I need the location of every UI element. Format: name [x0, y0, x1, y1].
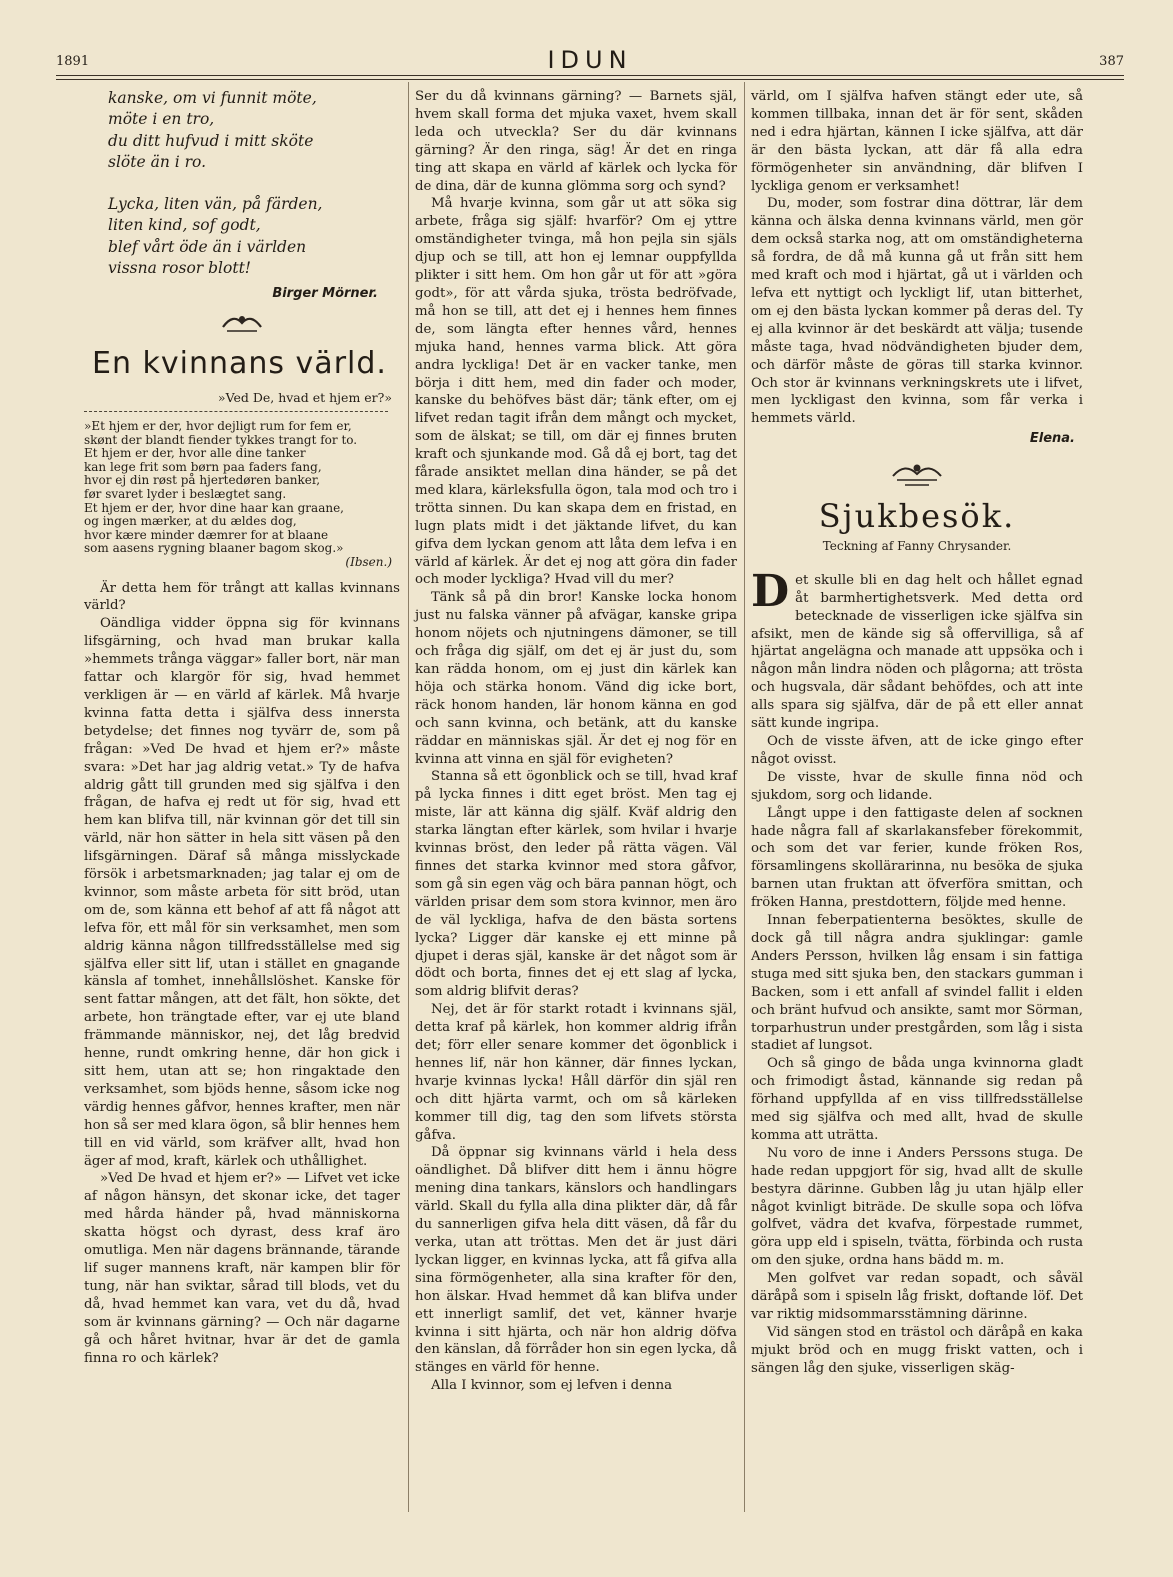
quote-line: og ingen mærker, at du ældes dog,	[84, 514, 297, 529]
poem	[108, 88, 400, 279]
paragraph-text: et skulle bli en dag helt och hållet egnad åt barmhertighetsverk. Med detta ord betecknade de visserligen icke själfva sin afsikt, men de kände sig så offervilliga, så af hjärtat angelägna och manade att uppsöka och i någon mån lindra nöden och plågorna; att trösta och hugsvala, där sådant behöfdes, och att inte alls spara sig själfva, där de på ett eller annat sätt kunde ingripa.	[751, 572, 1083, 732]
article-title: Sjukbesök.	[818, 497, 1016, 536]
column-1	[84, 88, 400, 1367]
paragraph: Långt uppe i den fattigaste delen af socknen hade några fall af skarlakansfeber förekommit, och som det var ferier, kunde fröken Ros, församlingens skollärarinna, nu besöka de sjuka barnen utan fruktan att öfverföra smittan, och fröken Hanna, prestdottern, följde med henne.	[751, 805, 1083, 911]
header-rule	[56, 79, 1124, 80]
column-divider	[744, 82, 745, 1512]
paragraph: Må hvarje kvinna, som går ut att söka sig arbete, fråga sig själf: hvarför? Om ej yttre omständigheter tvinga, må hon pejla sin själs djup och se till, att hon ej lemnar ouppfyllda plikter i sitt hem. Om hon går ut för att »göra godt», för att vårda sjuka, trösta bedröfvade, må hon se till, att det ej i hennes hem finnes de, som längta efter hennes vård, hennes mjuka hand, hennes varma blick. Att göra andra lyckliga! Det är en vacker tanke, men börja i ditt hem, med din fader och moder, kanske du behöfves bäst där; tänk efter, om ej lifvet redan tagit ifrån dem mångt och mycket, som de älskat; se till, om där ej finnes bruten kraft och sjunkande mod. Gå då ej bort, tag det fårade ansiktet mellan dina händer, se på det med klara, kärleksfulla ögon, tala mod och tro i trötta sinnen. Du kan skapa dem en fristad, en lugn plats midt i det jäktande lifvet, du kan gifva dem lyckan genom att låta dem lefva i en värld af kärlek. Är det ej nog att göra din fader och moder lyckliga? Hvad vill du mer?	[415, 196, 737, 588]
paragraph: Du, moder, som fostrar dina döttrar, lär dem känna och älska denna kvinnans värld, men gör dem också starka nog, att om omständigheterna så fordra, de då må kunna gå ut från sitt hem med kraft och mod i hjärtat, gå ut i världen och lefva ett nyttigt och lyckligt lif, utan bitterhet, om ej den bästa lyckan kommer på deras del. Ty ej alla kvinnor är det beskärdt att välja; tusende måste taga, hvad nödvändigheten bjuder dem, och därför måste de göras till starka kvinnor. Och stor är kvinnans verkningskrets ute i lifvet, men lyckligast den kvinna, som får verka i hemmets värld.	[751, 196, 1083, 427]
ornament-icon	[751, 458, 1083, 498]
article-signature: Elena.	[1029, 431, 1075, 447]
paragraph: Stanna så ett ögonblick och se till, hvad kraf på lycka finnes i ditt eget bröst. Men tag ej miste, lär att känna dig själf. Kväf aldrig den starka längtan efter kärlek, som hvilar i hvarje kvinnas bröst, den leder på rätta vägen. Väl finnes det starka kvinnor med stora gåfvor, som gå sin egen väg och bära pannan högt, och världen prisar dem som stora kvinnor, men äro de väl lyckliga, hafva de den bästa sortens lycka? Ligger där kanske ej ett minne på djupet i deras själ, kanske är det något som är dödt och borta, finnes det ej ett slag af lycka, som aldrig blifvit deras?	[415, 769, 737, 1000]
column-2	[415, 88, 737, 1395]
column-3	[751, 88, 1083, 1378]
paragraph: De visste, hvar de skulle finna nöd och sjukdom, sorg och lidande.	[751, 769, 1083, 803]
quote-line: som aasens rygning blaaner bagom skog.»	[84, 541, 344, 556]
quote-line: »Et hjem er der, hvor dejligt rum for fem er,	[84, 419, 352, 433]
quote-line: kan lege frit som børn paa faders fang,	[84, 459, 322, 474]
poem-line: liten kind, sof godt,	[108, 216, 261, 235]
paragraph: Men golfvet var redan sopadt, och såväl däråpå som i spiseln låg friskt, doftande löf. Det var riktig midsommarsstämning därinne.	[751, 1271, 1083, 1322]
epigraph: »Ved De, hvad et hjem er?»	[217, 390, 392, 406]
paragraph: Och de visste äfven, att de icke gingo efter något ovisst.	[751, 734, 1083, 767]
paragraph: Då öppnar sig kvinnans värld i hela dess oändlighet. Då blifver ditt hem i ännu högre mening dina tankars, känslors och handlingars värld. Skall du fylla alla dina plikter där, då får du sannerligen gifva hela ditt väsen, då får du verka, utan att tröttas. Men det är just däri lyckan ligger, en kvinnas lycka, att få gifva alla sina förmögenheter, alla sina krafter för den, hon älskar. Hvad hemmet då kan blifva under ett innerligt samlif, det vet, känner hvarje kvinna i sitt hjärta, och när hon aldrig döfva den känslan, då förråder hon sin egen lycka, då stänges en värld för henne.	[415, 1145, 737, 1376]
quote-line: Et hjem er der, hvor dine haar kan graane,	[84, 500, 344, 515]
paragraph: Är detta hem för trångt att kallas kvinnans värld?	[84, 580, 400, 614]
poem-stanza	[108, 88, 400, 173]
poem-line: Lycka, liten vän, på färden,	[108, 195, 323, 214]
ibsen-quote	[84, 420, 400, 570]
poem-line: kanske, om vi funnit möte,	[108, 89, 317, 107]
paragraph: Nej, det är för starkt rotadt i kvinnans själ, detta kraf på kärlek, hon kommer aldrig ifrån det; förr eller senare kommer det ögonblick i hennes lif, när hon känner, där finnes lyckan, hvarje kvinnas lycka! Håll därför din själ ren och ditt hjärta varmt, och om så kärleken kommer till dig, tag den som lifvets största gåfva.	[415, 1002, 737, 1143]
column-divider	[408, 82, 409, 1512]
page-header	[56, 48, 1124, 72]
ornament-icon	[84, 309, 400, 341]
paragraph: Och så gingo de båda unga kvinnorna gladt och frimodigt åstad, kännande sig redan på förhand uppfyllda af en viss tillfredsställelse med sig själfva och med allt, hvad de skulle komma att uträtta.	[751, 1056, 1083, 1143]
poem-line: möte i en tro,	[108, 110, 215, 129]
paragraph: värld, om I själfva hafven stängt eder ute, så kommen tillbaka, innan det är för sent, skåden ned i edra hjärtan, kännen I icke själfva, att där är den bästa lyckan, att där få alla edra förmögenheter sin användning, där blifven I lyckliga genom er verksamhet!	[751, 89, 1083, 194]
paragraph: Nu voro de inne i Anders Perssons stuga. De hade redan uppgjort för sig, hvad allt de skulle bestyra därinne. Gubben låg ju utan hjälp eller något kvinligt biträde. De skulle sopa och löfva golfvet, vädra det kvafva, förpestade rummet, göra upp eld i spiseln, tvätta, förbinda och rusta om den sjuke, ordna hans bädd m. m.	[751, 1145, 1083, 1269]
quote-line: før svaret lyder i beslægtet sang.	[84, 486, 287, 501]
article-title: En kvinnans värld.	[92, 346, 387, 382]
page-year: 1891	[56, 54, 90, 69]
quote-line: skønt der blandt fiender tykkes trangt for to.	[84, 432, 358, 447]
quote-line: hvor kære minder dæmrer for at blaane	[84, 527, 329, 542]
poem-line: vissna rosor blott!	[108, 259, 252, 278]
paragraph: Oändliga vidder öppna sig för kvinnans lifsgärning, och hvad man brukar kalla »hemmets trånga väggar» faller bort, när man fattar och klargör för sig, hvad hemmet verkligen är — en värld af kärlek. Må hvarje kvinna fatta detta i själfva dess innersta betydelse; det finnes nog tyvärr de, som på frågan: »Ved De hvad et hjem er?» måste svara: »Det har jag aldrig vetat.» Ty de hafva aldrig gått till grunden med sig själfva i den frågan, de hafva ej redt ut för sig, hvad ett hem kan blifva till, när kvinnan gör det till sin värld, när hon sätter in hela sitt väsen på den lifsgärningen. Däraf så många misslyckade försök i arbetsmarknaden; jag talar ej om de kvinnor, som måste arbeta för sitt bröd, utan om de, som känna ett behof af att få något att lefva för, ett mål för sin verksamhet, men som aldrig känna någon tillfredsställelse med sig själfva eller sitt lif, utan i stället en gnagande känsla af tomhet, innehållslöshet. Kanske för sent fattar mången, att det fält, hon sökte, det arbete, hon trängtade efter, var ej ute bland främmande människor, nej, det låg bredvid henne, rundt omkring henne, där hon gick i sitt hem, utan att se; hon ringaktade den verksamhet, som bjöds henne, såsom icke nog värdig hennes gåfvor, hennes krafter, men när hon så ser med klara ögon, så blir hennes hem till en vid värld, som kräfver allt, hvad hon äger af mod, kraft, kärlek och uthållighet.	[84, 616, 400, 1169]
poem-author: Birger Mörner.	[272, 286, 378, 302]
masthead: IDUN	[547, 46, 633, 74]
quote-line: Et hjem er der, hvor alle dine tanker	[84, 446, 306, 461]
page-number: 387	[1099, 54, 1124, 69]
paragraph: Innan feberpatienterna besöktes, skulle de dock gå till några andra sjuklingar: gamle Anders Persson, hvilken låg ensam i sin fattiga stuga med sitt sjuka ben, den stackars gumman i Backen, som i ett anfall af svindel fallit i elden och bränt hufvud och ansikte, samt mor Sörman, torparhustrun under prestgården, som låg i sista stadiet af lungsot.	[751, 913, 1083, 1054]
header-rule	[56, 75, 1124, 76]
paragraph: Alla I kvinnor, som ej lefven i denna	[431, 1378, 673, 1394]
paragraph: Ser du då kvinnans gärning? — Barnets själ, hvem skall forma det mjuka vaxet, hvem skall leda och utveckla? Ser du där kvinnans gärning? Är den ringa, säg! Är det en ringa ting att skapa en värld af kärlek och lycka för de dina, där de kunna glömma sorg och synd?	[415, 89, 737, 194]
paragraph: Vid sängen stod en trästol och däråpå en kaka mjukt bröd och en mugg friskt vatten, och i sängen låg den sjuke, visserligen skäg-	[751, 1324, 1083, 1376]
poem-line: slöte än i ro.	[108, 152, 207, 171]
paragraph: »Ved De hvad et hjem er?» — Lifvet vet icke af någon hänsyn, det skonar icke, det tager med hårda händer på, hvad människorna skatta högst och dyrast, dess kraf äro omutliga. Men när dagens brännande, tärande lif suger mannens kraft, när kampen blir för tung, när han sviktar, sårad till blods, vet du då, hvad hemmet kan vara, vet du då, hvad som är kvinnans gärning? — Och när dagarne gå och håret hvitnar, hvar är det de gamla finna ro och kärlek?	[84, 1171, 400, 1366]
divider	[84, 411, 388, 412]
paragraph	[751, 565, 1083, 733]
poem-line: blef vårt öde än i världen	[108, 237, 307, 256]
poem-line: du ditt hufvud i mitt sköte	[108, 131, 314, 150]
illustration-credit: Teckning af Fanny Chrysander.	[822, 538, 1012, 553]
paragraph: Tänk så på din bror! Kanske locka honom just nu falska vänner på afvägar, kanske gripa honom nöjets och njutningens dämoner, se till och fråga dig själf, om det ej är just du, som kan rädda honom, om ej just din kärlek kan höja och stärka honom. Vänd dig icke bort, räck honom handen, lär honom känna en god och sann kvinna, och betänk, att du kanske räddar en människas själ. Är det ej nog för en kvinna att vinna en själ för evigheten?	[415, 590, 737, 767]
quote-author: (Ibsen.)	[345, 554, 392, 569]
poem-stanza	[108, 194, 400, 279]
drop-cap: D	[751, 565, 790, 617]
quote-line: hvor ej din røst på hjertedøren banker,	[84, 473, 321, 488]
